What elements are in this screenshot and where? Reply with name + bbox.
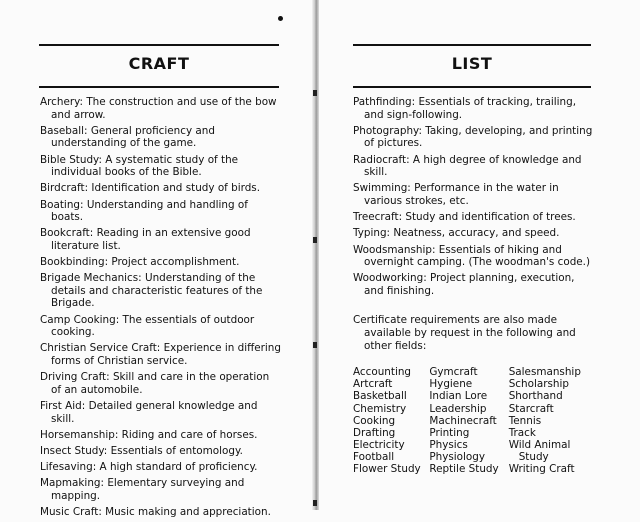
craft-colon: : xyxy=(407,182,415,195)
fields-column xyxy=(509,366,593,475)
craft-entry xyxy=(40,342,282,367)
craft-colon: : xyxy=(84,124,91,137)
craft-name: First Aid xyxy=(40,400,82,412)
craft-entry xyxy=(40,256,282,269)
page-mark-dot xyxy=(278,16,283,21)
field-item: Basketball xyxy=(353,390,407,403)
fields-table xyxy=(353,366,593,475)
craft-description: Understanding of the details and characteristic features of the Brigade. xyxy=(51,272,263,310)
field-item: Gymcraft xyxy=(429,366,478,379)
craft-colon: : xyxy=(92,461,100,474)
craft-entry xyxy=(40,477,282,502)
certificate-note: Certificate requirements are also made available by request in the following and other fields: xyxy=(353,314,576,352)
craft-entry xyxy=(353,182,593,207)
field-item: Printing xyxy=(429,426,470,439)
right-page-header xyxy=(353,44,591,88)
field-item: Salesmanship xyxy=(508,366,581,379)
gutter-mark xyxy=(313,90,317,96)
craft-entry xyxy=(40,227,282,252)
craft-name: Treecraft xyxy=(353,211,399,224)
craft-description: Experience in differing forms of Christian service. xyxy=(51,342,281,368)
craft-description: Taking, developing, and printing of pictures. xyxy=(364,124,593,150)
craft-name: Archery xyxy=(40,96,80,108)
craft-description: General proficiency and understanding of the game. xyxy=(51,124,215,150)
craft-name: Horsemanship xyxy=(40,428,115,441)
craft-name: Pathfinding xyxy=(353,96,412,108)
craft-description: Music making and appreciation. xyxy=(105,506,271,519)
craft-colon: : xyxy=(103,444,111,457)
craft-description: Identification and study of birds. xyxy=(91,182,261,195)
field-item: Track xyxy=(508,426,536,439)
field-item: Artcraft xyxy=(353,378,393,391)
craft-description: Neatness, accuracy, and speed. xyxy=(393,227,560,240)
right-entries xyxy=(353,96,593,297)
craft-entry xyxy=(353,272,593,297)
craft-entry xyxy=(40,125,282,150)
field-item: Reptile Study xyxy=(429,463,499,475)
craft-entry xyxy=(40,154,282,179)
craft-name: Woodworking xyxy=(353,272,424,285)
craft-name: Birdcraft xyxy=(40,182,85,195)
craft-name: Swimming xyxy=(353,182,408,195)
craft-entry xyxy=(40,272,282,310)
craft-colon: : xyxy=(79,96,87,108)
craft-entry xyxy=(40,314,282,339)
field-item: Electricity xyxy=(353,438,405,451)
field-item: Writing Craft xyxy=(508,463,575,475)
field-item: Leadership xyxy=(429,402,487,415)
craft-entry xyxy=(40,182,282,195)
craft-description: A systematic study of the individual books of the Bible. xyxy=(51,153,239,179)
craft-name: Bookcraft xyxy=(40,227,90,240)
field-item: Starcraft xyxy=(508,402,554,415)
field-item: Wild Animal Study xyxy=(508,438,571,463)
craft-colon: : xyxy=(98,153,106,166)
field-item: Physiology xyxy=(429,450,486,463)
craft-colon: : xyxy=(106,371,113,384)
gutter-mark xyxy=(313,342,317,348)
field-item: Accounting xyxy=(353,366,412,379)
craft-description: Project accomplishment. xyxy=(111,256,240,269)
craft-colon: : xyxy=(81,400,89,412)
craft-description: Understanding and handling of boats. xyxy=(51,198,248,224)
craft-entry xyxy=(40,400,282,425)
field-item: Tennis xyxy=(508,414,542,427)
craft-name: Camp Cooking xyxy=(40,313,116,326)
left-page-header xyxy=(39,44,279,88)
craft-colon: : xyxy=(104,256,112,269)
craft-description: Essentials of hiking and overnight camping. (The woodman's code.) xyxy=(364,243,591,269)
gutter-mark xyxy=(313,500,317,506)
craft-name: Bible Study xyxy=(40,153,99,166)
craft-colon: : xyxy=(156,342,164,355)
craft-colon: : xyxy=(89,227,97,240)
craft-name: Music Craft xyxy=(40,506,99,519)
craft-name: Baseball xyxy=(40,124,85,137)
craft-description: Skill and care in the operation of an automobile. xyxy=(51,371,270,396)
craft-colon: : xyxy=(423,272,430,285)
craft-description: Project planning, execution, and finishing. xyxy=(364,272,575,297)
craft-colon: : xyxy=(114,428,122,441)
craft-entry xyxy=(40,371,282,396)
craft-name: Typing xyxy=(353,227,387,240)
craft-colon: : xyxy=(386,227,394,240)
field-item: Shorthand xyxy=(508,390,563,403)
left-craft-list xyxy=(40,96,282,522)
craft-colon: : xyxy=(411,96,419,108)
fields-column xyxy=(429,366,508,475)
field-item: Drafting xyxy=(353,426,396,439)
craft-description: The construction and use of the bow and arrow. xyxy=(51,96,277,121)
craft-description: A high degree of knowledge and skill. xyxy=(364,153,582,179)
craft-name: Bookbinding xyxy=(40,256,105,269)
craft-entry xyxy=(353,227,593,240)
craft-colon: : xyxy=(418,124,426,137)
craft-colon: : xyxy=(431,243,439,256)
craft-entry xyxy=(353,154,593,179)
gutter-mark xyxy=(313,237,317,243)
field-item: Physics xyxy=(429,438,468,451)
craft-name: Boating xyxy=(40,198,80,211)
right-craft-list xyxy=(353,96,593,475)
field-item: Scholarship xyxy=(508,378,569,391)
craft-entry xyxy=(40,96,282,121)
craft-description: Essentials of entomology. xyxy=(110,444,243,457)
craft-entry xyxy=(40,429,282,442)
craft-name: Lifesaving xyxy=(40,461,93,474)
fields-column xyxy=(353,366,429,475)
craft-colon: : xyxy=(406,153,413,166)
craft-entry xyxy=(40,506,282,519)
craft-colon: : xyxy=(115,313,123,326)
craft-name: Photography xyxy=(353,124,419,137)
craft-name: Insect Study xyxy=(40,444,104,457)
craft-name: Mapmaking xyxy=(40,477,101,490)
craft-description: Reading in an extensive good literature list. xyxy=(51,227,251,252)
craft-description: A high standard of proficiency. xyxy=(99,461,258,474)
field-item: Flower Study xyxy=(353,463,421,475)
craft-name: Brigade Mechanics xyxy=(40,272,139,285)
field-item: Chemistry xyxy=(353,402,407,415)
craft-description: Performance in the water in various strokes, etc. xyxy=(364,182,559,207)
field-item: Cooking xyxy=(353,414,396,427)
craft-colon: : xyxy=(100,477,108,490)
book-gutter xyxy=(312,0,319,510)
craft-name: Driving Craft xyxy=(40,371,107,384)
craft-name: Woodsmanship xyxy=(353,243,432,256)
craft-colon: : xyxy=(80,198,87,211)
craft-description: Elementary surveying and mapping. xyxy=(51,477,245,502)
craft-colon: : xyxy=(398,211,406,224)
craft-entry xyxy=(353,96,593,121)
craft-description: Riding and care of horses. xyxy=(121,428,258,441)
craft-colon: : xyxy=(84,182,92,195)
craft-description: Detailed general knowledge and skill. xyxy=(51,400,258,425)
left-page-title: CRAFT xyxy=(128,54,190,73)
craft-entry xyxy=(40,199,282,224)
craft-entry xyxy=(353,211,593,224)
field-item: Machinecraft xyxy=(429,414,497,427)
craft-name: Christian Service Craft xyxy=(40,342,157,355)
field-item: Hygiene xyxy=(429,378,473,391)
field-item: Indian Lore xyxy=(429,390,488,403)
craft-entry xyxy=(353,244,593,269)
field-item: Football xyxy=(353,450,395,463)
craft-colon: : xyxy=(98,506,106,519)
craft-description: The essentials of outdoor cooking. xyxy=(51,313,255,339)
craft-colon: : xyxy=(138,272,145,285)
craft-entry xyxy=(40,445,282,458)
craft-description: Essentials of tracking, trailing, and sign-following. xyxy=(364,96,577,121)
craft-entry xyxy=(40,461,282,474)
craft-description: Study and identification of trees. xyxy=(405,211,576,224)
craft-entry xyxy=(353,125,593,150)
right-page-title: LIST xyxy=(451,54,493,73)
craft-name: Radiocraft xyxy=(353,153,407,166)
